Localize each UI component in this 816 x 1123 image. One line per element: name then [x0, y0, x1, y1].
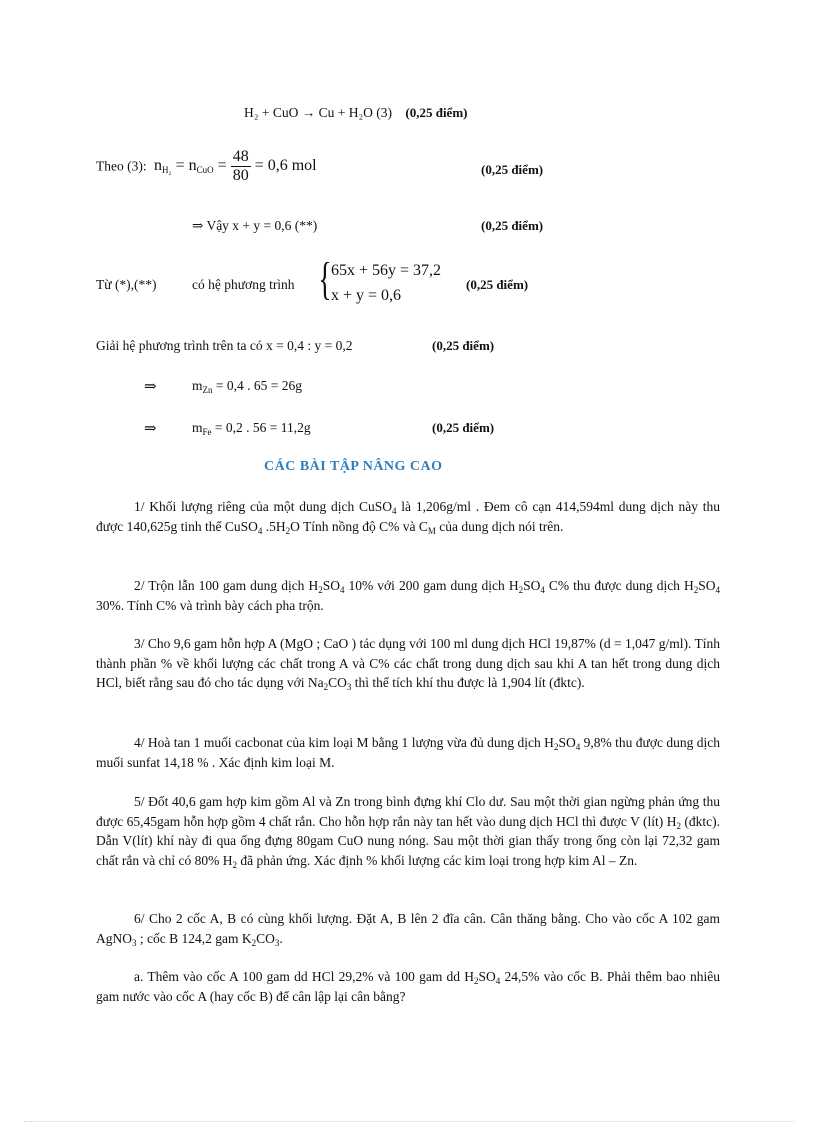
- theo-3-points: (0,25 điểm): [481, 162, 544, 177]
- solve-points: (0,25 điểm): [432, 338, 495, 353]
- section-heading: CÁC BÀI TẬP NÂNG CAO: [264, 459, 443, 474]
- reaction-3-equation: H₂ + CuO → Cu + H₂O (3): [244, 105, 393, 120]
- system-eq1: 65x + 56y = 37,2: [331, 262, 442, 279]
- vay-points: (0,25 điểm): [481, 218, 544, 233]
- theo-3-label: Theo (3):: [96, 158, 147, 174]
- exercise-6a: a. Thêm vào cốc A 100 gam dd HCl 29,2% và 100 gam dd $H_2SO_4$ 24,5% vào cốc B. Phải thêm bao nhiêu gam nước vào cốc A (hay cốc B) để cân lập lại cân bằng?: [96, 969, 720, 1004]
- mfe-arrow: ⇒: [144, 421, 157, 437]
- reaction-3-points: (0,25 điểm): [405, 105, 468, 120]
- exercise-2: 2/ Trộn lẫn 100 gam dung dịch $H_2SO_4$ 10% với 200 gam dung dịch $H_2SO_4$ C% thu được dung dịch $H_2SO_4$ 30%. Tính C% và trình bày cách pha trộn.: [96, 578, 720, 613]
- system-points: (0,25 điểm): [466, 277, 529, 292]
- mfe-line: $m_{Fe} = 0,2$ . 56 = 11,2g: [192, 420, 311, 437]
- reaction-3: [244, 105, 468, 121]
- system-label-2: có hệ phương trình: [192, 277, 295, 292]
- exercise-5: 5/ Đốt 40,6 gam hợp kim gồm Al và Zn trong bình đựng khí Clo dư. Sau một thời gian ngừng phản ứng thu được 65,45gam hỗn hợp gồm 4 chất rắn. Cho hỗn hợp rắn này tan hết vào dung dịch HCl thì được V (lít) $H_2$ (đktc). Dẫn V(lít) khí này đi qua ống đựng 80gam CuO nung nóng. Sau một thời gian thấy trong ống còn lại 72,32 gam chất rắn và chỉ có 80% $H_2$ đã phản ứng. Xác định % khối lượng các kim loại trong hợp kim Al – Zn.: [96, 794, 721, 870]
- vay-line: ⇒ Vậy x + y = 0,6 (**): [192, 218, 318, 233]
- theo-3-line: [96, 148, 317, 192]
- mzn-arrow: ⇒: [144, 379, 157, 395]
- solve-line: Giải hệ phương trình trên ta có x = 0,4 : y = 0,2: [96, 338, 353, 353]
- system-brace: {: [318, 253, 332, 304]
- exercise-4: 4/ Hoà tan 1 muối cacbonat của kim loại M bằng 1 lượng vừa đủ dung dịch $H_2SO_4$ 9,8% thu được dung dịch muối sunfat 14,18 % . Xác định kim loại M.: [96, 735, 721, 770]
- page-bottom-divider: [24, 1121, 794, 1122]
- mzn-line: $m_{Zn} = 0,4$ . 65 = 26g: [192, 378, 302, 395]
- system-label: Từ (*),(**): [96, 277, 157, 292]
- theo-3-fraction: $\frac{48}{80}$: [232, 148, 249, 184]
- mfe-points: (0,25 điểm): [432, 420, 495, 435]
- exercise-1: 1/ Khối lượng riêng của một dung dịch CuSO$_4$ là 1,206g/ml . Đem cô cạn 414,594ml dung dịch này thu được 140,625g tinh thể CuSO$_4$ $.5H_2O$ Tính nồng độ C% và $C_M$ của dung dịch nói trên.: [96, 499, 721, 536]
- exercise-3: 3/ Cho 9,6 gam hỗn hợp A (MgO ; CaO ) tác dụng với 100 ml dung dịch HCl 19,87% (d = 1,047 g/ml). Tính thành phần % về khối lượng các chất trong A và C% các chất trong dung dịch sau khi A tan hết trong dung dịch HCl, biết rằng sau đó cho tác dụng với $Na_2CO_3$ thì thể tích khí thu được là 1,904 lít (đktc).: [96, 636, 720, 692]
- exercise-6: 6/ Cho 2 cốc A, B có cùng khối lượng. Đặt A, B lên 2 đĩa cân. Cân thăng bằng. Cho vào cốc A 102 gam AgNO$_3$ ; cốc B 124,2 gam $K_2CO_3$.: [96, 911, 720, 948]
- system-eq2: x + y = 0,6: [331, 287, 402, 304]
- theo-3-formula: $n_{H_2} = n_{CuO}$ = $\frac{48}{80}$ = 0,6 mol: [153, 148, 317, 184]
